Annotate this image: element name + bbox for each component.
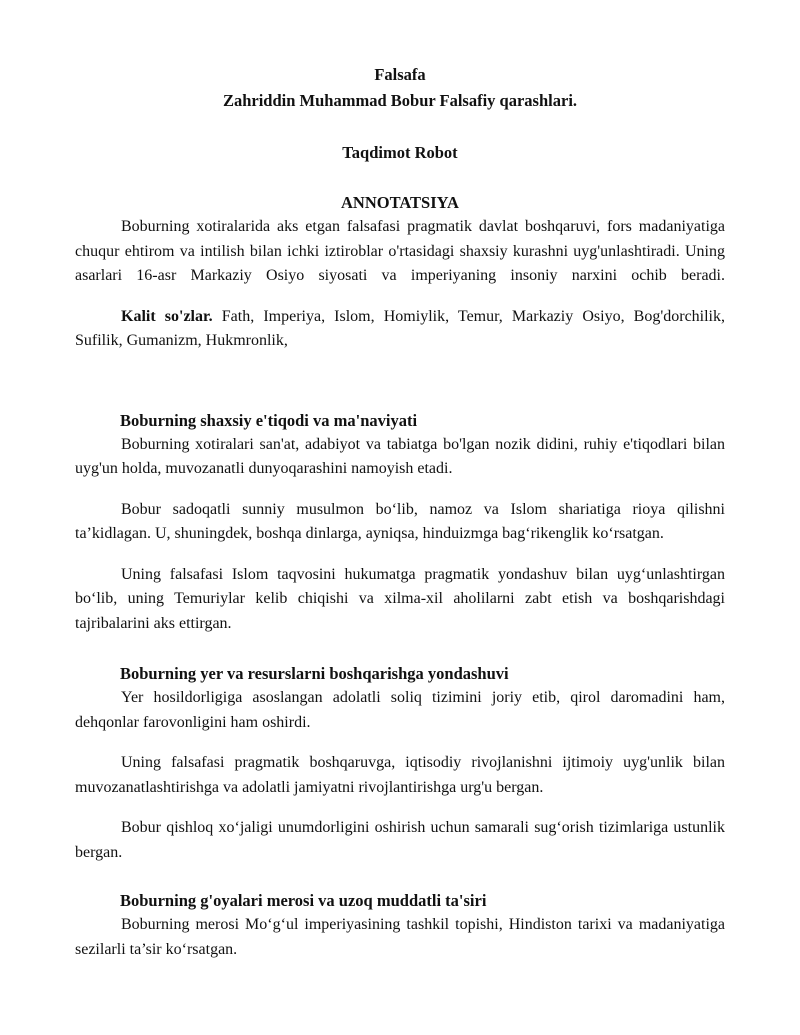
annotation-heading: ANNOTATSIYA <box>341 193 459 212</box>
keywords-label: Kalit so'zlar. <box>121 307 213 325</box>
section-land-management <box>75 662 725 865</box>
section-paragraph: Boburning xotiralari san'at, adabiyot va tabiatga bo'lgan nozik didini, ruhiy e'tiqodlari bilan uyg'un holda, muvozanatli dunyoqarashini namoyish etadi. <box>75 435 725 477</box>
section-heading: Boburning yer va resurslarni boshqarishga yondashuvi <box>120 664 509 683</box>
section-paragraph: Boburning merosi Mo‘g‘ul imperiyasining tashkil topishi, Hindiston tarixi va madaniyatiga sezilarli ta’sir ko‘rsatgan. <box>75 916 725 958</box>
document-author: Taqdimot Robot <box>342 143 458 162</box>
document-page <box>75 62 725 962</box>
document-title: Zahriddin Muhammad Bobur Falsafiy qarashlari. <box>222 91 578 110</box>
section-paragraph: Uning falsafasi pragmatik boshqaruvga, iqtisodiy rivojlanishni ijtimoiy uyg'unlik bilan muvozanatlashtirishga va adolatli jamiyatni rivojlantirishga urg'u bergan. <box>75 754 725 796</box>
section-heading: Boburning shaxsiy e'tiqodi va ma'naviyati <box>120 410 418 430</box>
section-legacy <box>75 889 725 962</box>
section-paragraph: Uning falsafasi Islom taqvosini hukumatga pragmatik yondashuv bilan uyg‘unlashtirgan bo‘lib, uning Temuriylar kelib chiqishi va xilma-xil aholilarni zabt etish va boshqarishdagi tajribalarini aks ettirgan. <box>75 565 725 632</box>
annotation-paragraph: Boburning xotiralarida aks etgan falsafasi pragmatik davlat boshqaruvi, fors madaniyatiga chuqur ehtirom va intilish bilan ichki iztiroblar o'rtasidagi shaxsiy kurashni uyg'unlashtiradi. Uning asarlari 16-asr Markaziy Osiyo siyosati va imperiyaning insoniy narxini ochib beradi. <box>75 218 725 284</box>
section-heading: Boburning g'oyalari merosi va uzoq muddatli ta'siri <box>120 891 487 910</box>
section-paragraph: Yer hosildorligiga asoslangan adolatli soliq tizimini joriy etib, qirol daromadini ham, dehqonlar farovonligini ham oshirdi. <box>75 689 725 731</box>
document-subject: Falsafa <box>374 65 426 84</box>
section-paragraph: Bobur sadoqatli sunniy musulmon bo‘lib, namoz va Islom shariatiga rioya qilishni ta’kidlagan. U, shuningdek, boshqa dinlarga, ayniqsa, hinduizmga bag‘rikenglik ko‘rsatgan. <box>75 500 725 542</box>
keywords-paragraph <box>75 305 725 354</box>
keywords-list: Fath, Imperiya, Islom, Homiylik, Temur, Markaziy Osiyo, Bog'dorchilik, Sufilik, Gumanizm, Hukmronlik, <box>75 307 726 349</box>
section-paragraph: Bobur qishloq xo‘jaligi unumdorligini oshirish uchun samarali sug‘orish tizimlariga ustunlik bergan. <box>75 819 725 861</box>
section-personal-faith <box>75 409 725 637</box>
